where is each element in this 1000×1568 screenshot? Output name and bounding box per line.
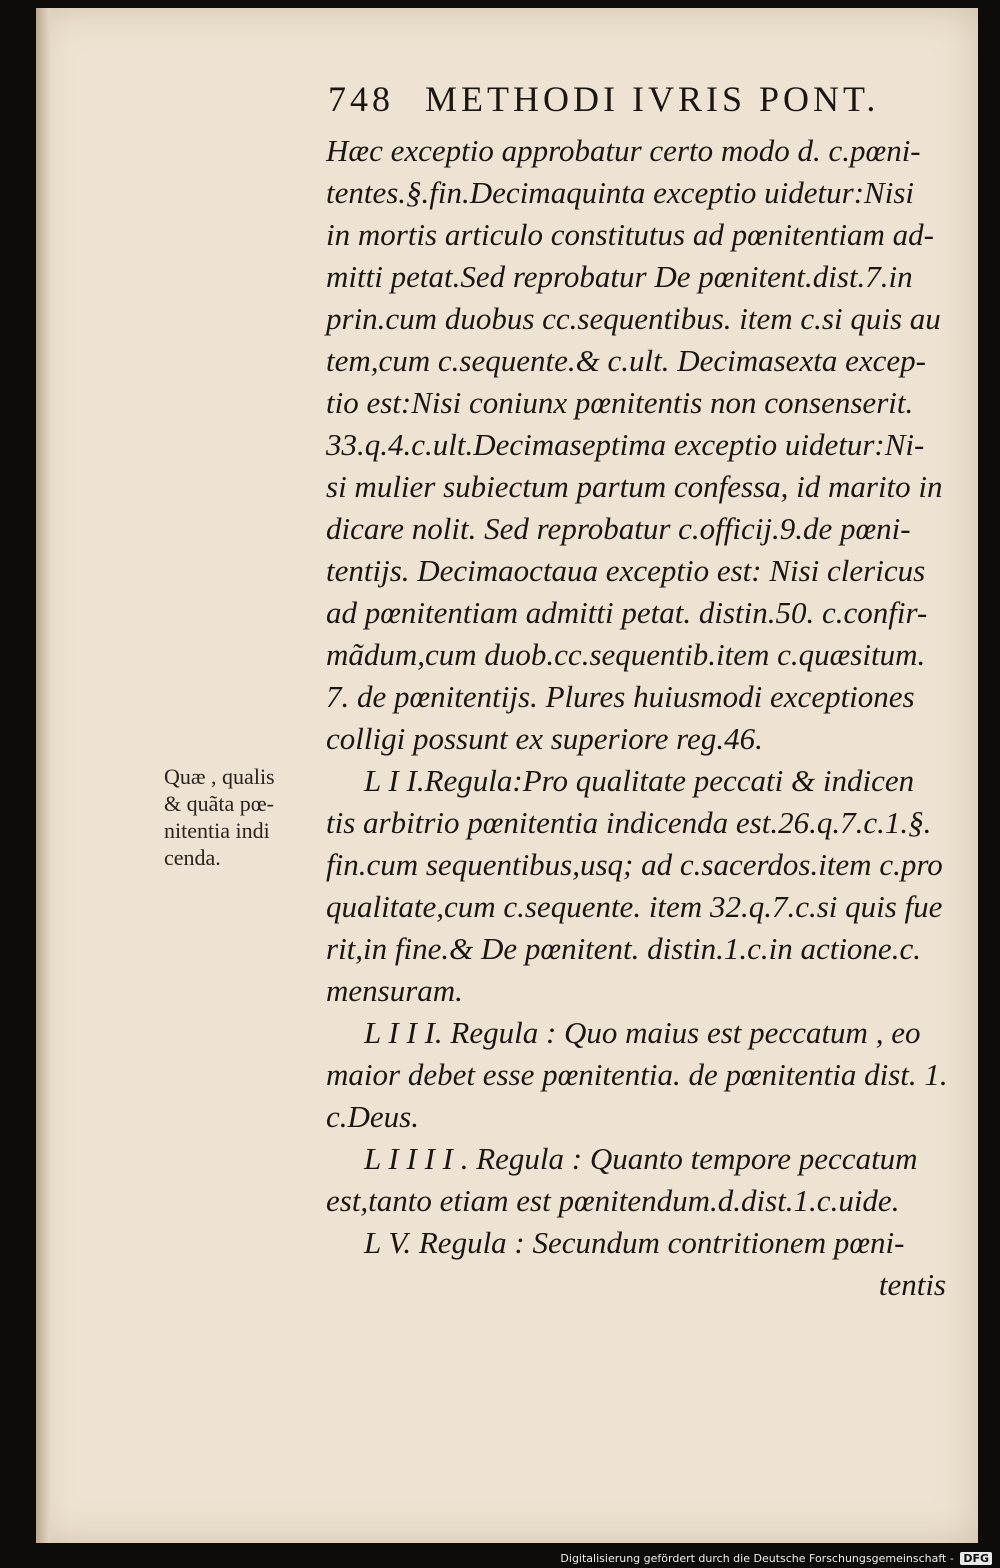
margin-note-line: Quæ , qualis bbox=[164, 764, 275, 789]
text-line: mensuram. bbox=[326, 973, 463, 1008]
text-line: tem,cum c.sequente.& c.ult. Decimasexta excep- bbox=[326, 343, 926, 378]
text-line: fin.cum sequentibus,usq; ad c.sacerdos.item c.pro bbox=[326, 847, 943, 882]
text-line: est,tanto etiam est pœnitendum.d.dist.1.c.uide. bbox=[326, 1183, 900, 1218]
credit-text: Digitalisierung gefördert durch die Deutsche Forschungsgemeinschaft - bbox=[560, 1552, 954, 1565]
dfg-logo: DFG bbox=[960, 1552, 992, 1565]
rule-heading-line: L V. Regula : Secundum contritionem pœni- bbox=[364, 1225, 905, 1260]
text-line: tis arbitrio pœnitentia indicenda est.26.q.7.c.1.§. bbox=[326, 805, 932, 840]
body-text bbox=[326, 130, 966, 1306]
text-line: in mortis articulo constitutus ad pœnitentiam ad- bbox=[326, 217, 934, 252]
text-line: qualitate,cum c.sequente. item 32.q.7.c.si quis fue bbox=[326, 889, 943, 924]
text-line: tentijs. Decimaoctaua exceptio est: Nisi clericus bbox=[326, 553, 926, 588]
digitization-credit bbox=[560, 1552, 992, 1565]
text-line: colligi possunt ex superiore reg.46. bbox=[326, 721, 763, 756]
text-line: prin.cum duobus cc.sequentibus. item c.si quis au bbox=[326, 301, 941, 336]
text-line: 7. de pœnitentijs. Plures huiusmodi exceptiones bbox=[326, 679, 915, 714]
running-title: METHODI IVRIS PONT. bbox=[425, 79, 880, 119]
running-head bbox=[328, 78, 968, 120]
text-line: si mulier subiectum partum confessa, id marito in bbox=[326, 469, 943, 504]
text-line: 33.q.4.c.ult.Decimaseptima exceptio uidetur:Ni- bbox=[326, 427, 925, 462]
rule-heading-line: L I I I. Regula : Quo maius est peccatum , eo bbox=[364, 1015, 921, 1050]
text-line: maior debet esse pœnitentia. de pœnitentia dist. 1. bbox=[326, 1057, 948, 1092]
book-page bbox=[36, 8, 978, 1543]
marginal-note bbox=[164, 763, 324, 871]
text-line: Hæc exceptio approbatur certo modo d. c.pœni- bbox=[326, 133, 921, 168]
text-line: mãdum,cum duob.cc.sequentib.item c.quæsitum. bbox=[326, 637, 926, 672]
text-line: rit,in fine.& De pœnitent. distin.1.c.in actione.c. bbox=[326, 931, 921, 966]
rule-heading-line: L I I I I . Regula : Quanto tempore peccatum bbox=[364, 1141, 918, 1176]
text-line: mitti petat.Sed reprobatur De pœnitent.dist.7.in bbox=[326, 259, 913, 294]
text-line: dicare nolit. Sed reprobatur c.officij.9.de pœni- bbox=[326, 511, 911, 546]
page-number: 748 bbox=[328, 79, 394, 119]
text-line: ad pœnitentiam admitti petat. distin.50. c.confir- bbox=[326, 595, 928, 630]
text-line: c.Deus. bbox=[326, 1099, 419, 1134]
margin-note-line: & quãta pœ- bbox=[164, 791, 274, 816]
text-line: tio est:Nisi coniunx pœnitentis non consenserit. bbox=[326, 385, 914, 420]
rule-heading-line: L I I.Regula:Pro qualitate peccati & indicen bbox=[364, 763, 915, 798]
margin-note-line: cenda. bbox=[164, 845, 221, 870]
page-gutter bbox=[36, 8, 50, 1543]
catchword: tentis bbox=[878, 1267, 946, 1302]
text-line: tentes.§.fin.Decimaquinta exceptio uidetur:Nisi bbox=[326, 175, 915, 210]
margin-note-line: nitentia indi bbox=[164, 818, 270, 843]
